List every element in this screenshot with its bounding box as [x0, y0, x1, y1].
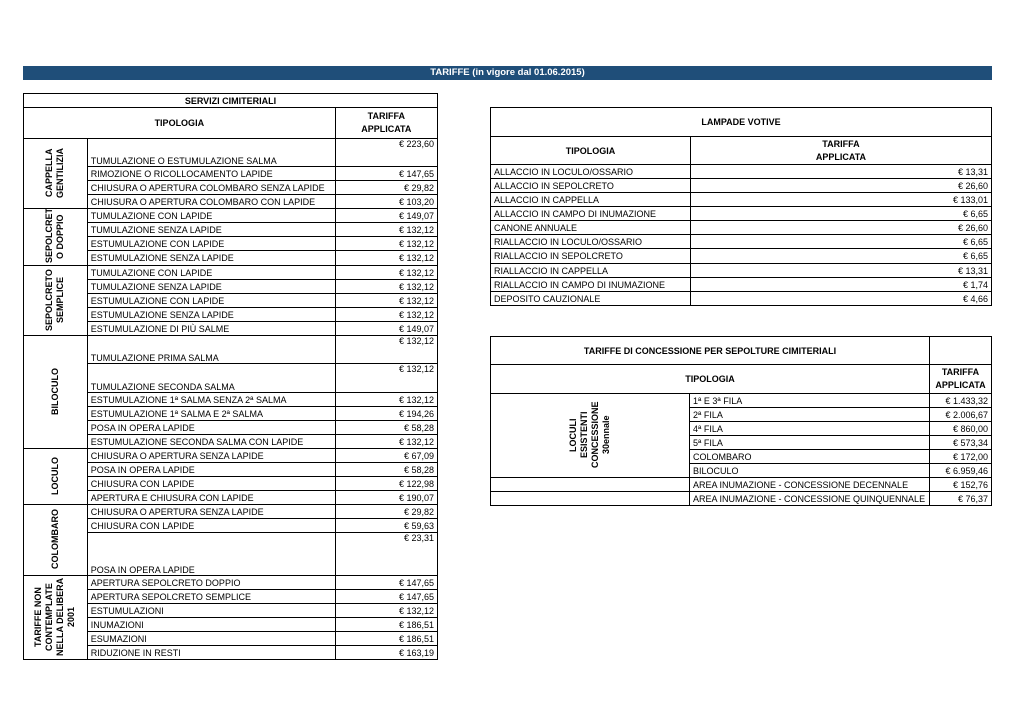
group-label: LOCULI ESISTENTI CONCESSIONE 30ennale	[568, 401, 612, 468]
service-price: € 58,28	[335, 421, 437, 435]
lampade-description: RIALLACCIO IN LOCULO/OSSARIO	[491, 235, 691, 249]
table-row	[24, 576, 438, 590]
group-label-cell	[24, 336, 88, 449]
group-label-cell	[24, 449, 88, 505]
group-label-cell	[24, 266, 88, 336]
service-price: € 186,51	[335, 618, 437, 632]
concessione-extra-price: € 76,37	[930, 492, 992, 506]
group-label-cell	[491, 394, 690, 478]
concessione-description: 1ª E 3ª FILA	[690, 394, 930, 408]
service-price: € 186,51	[335, 632, 437, 646]
service-description: INUMAZIONI	[87, 618, 335, 632]
service-price: € 122,98	[335, 477, 437, 491]
concessione-price: € 172,00	[930, 450, 992, 464]
servizi-cimiteriali-table	[23, 93, 438, 660]
concessione-description: BILOCULO	[690, 464, 930, 478]
concessione-price: € 2.006,67	[930, 408, 992, 422]
service-price: € 29,82	[335, 505, 437, 519]
lampade-col-tariffa	[690, 137, 991, 165]
service-description: TUMULAZIONE CON LAPIDE	[87, 266, 335, 280]
service-description: POSA IN OPERA LAPIDE	[87, 463, 335, 477]
concessione-extra-description: AREA INUMAZIONE - CONCESSIONE QUINQUENNALE	[690, 492, 930, 506]
table-row	[24, 139, 438, 167]
concessione-description: 5ª FILA	[690, 436, 930, 450]
lampade-description: ALLACCIO IN LOCULO/OSSARIO	[491, 165, 691, 179]
table-row	[491, 249, 992, 264]
service-description: TUMULAZIONE SENZA LAPIDE	[87, 280, 335, 294]
service-price: € 194,26	[335, 407, 437, 421]
servizi-title: SERVIZI CIMITERIALI	[24, 94, 438, 108]
table-row	[24, 336, 438, 364]
group-label-cell	[24, 139, 88, 209]
concessione-price: € 573,34	[930, 436, 992, 450]
group-label-cell	[24, 209, 88, 266]
service-description: RIMOZIONE O RICOLLOCAMENTO LAPIDE	[87, 167, 335, 181]
table-row	[491, 478, 992, 492]
service-price: € 132,12	[335, 336, 437, 364]
concessione-title-blank	[930, 337, 992, 365]
concessione-price: € 1.433,32	[930, 394, 992, 408]
table-row	[491, 179, 992, 193]
service-description: APERTURA E CHIUSURA CON LAPIDE	[87, 491, 335, 505]
lampade-price: € 6,65	[690, 235, 991, 249]
service-description: ESTUMULAZIONE SECONDA SALMA CON LAPIDE	[87, 435, 335, 449]
lampade-price: € 6,65	[690, 207, 991, 221]
service-price: € 132,12	[335, 237, 437, 251]
service-description: TUMULAZIONE O ESTUMULAZIONE SALMA	[87, 139, 335, 167]
service-description: POSA IN OPERA LAPIDE	[87, 533, 335, 576]
service-price: € 58,28	[335, 463, 437, 477]
concessione-col-tipologia: TIPOLOGIA	[491, 365, 930, 394]
lampade-price: € 6,65	[690, 249, 991, 264]
concessione-title: TARIFFE DI CONCESSIONE PER SEPOLTURE CIMITERIALI	[491, 337, 930, 365]
service-description: ESTUMULAZIONE SENZA LAPIDE	[87, 308, 335, 322]
page-banner: TARIFFE (in vigore dal 01.06.2015)	[23, 66, 992, 80]
service-description: TUMULAZIONE CON LAPIDE	[87, 209, 335, 223]
service-description: CHIUSURA CON LAPIDE	[87, 519, 335, 533]
lampade-col-tariffa-line2: APPLICATA	[815, 151, 867, 162]
group-label: CAPPELLA GENTILIZIA	[44, 147, 66, 198]
service-description: CHIUSURA O APERTURA COLOMBARO SENZA LAPIDE	[87, 181, 335, 195]
table-row	[491, 292, 992, 306]
table-row	[491, 278, 992, 292]
service-description: CHIUSURA CON LAPIDE	[87, 477, 335, 491]
lampade-description: RIALLACCIO IN CAPPELLA	[491, 264, 691, 278]
service-price: € 132,12	[335, 280, 437, 294]
group-label: SEPOLCRET O DOPPIO	[44, 207, 66, 263]
service-description: ESTUMULAZIONE CON LAPIDE	[87, 237, 335, 251]
service-price: € 132,12	[335, 435, 437, 449]
service-description: ESTUMULAZIONI	[87, 604, 335, 618]
concessione-price: € 6.959,46	[930, 464, 992, 478]
lampade-description: ALLACCIO IN CAMPO DI INUMAZIONE	[491, 207, 691, 221]
group-label-cell	[24, 576, 88, 660]
service-description: CHIUSURA O APERTURA SENZA LAPIDE	[87, 505, 335, 519]
table-row	[491, 165, 992, 179]
lampade-price: € 26,60	[690, 221, 991, 235]
lampade-description: RIALLACCIO IN CAMPO DI INUMAZIONE	[491, 278, 691, 292]
concessione-description: 2ª FILA	[690, 408, 930, 422]
concessione-extra-blank	[491, 492, 690, 506]
service-description: ESTUMULAZIONE 1ª SALMA E 2ª SALMA	[87, 407, 335, 421]
group-label-cell	[24, 505, 88, 576]
table-row	[491, 394, 992, 408]
service-price: € 67,09	[335, 449, 437, 463]
group-label: LOCULO	[49, 456, 60, 495]
service-price: € 132,12	[335, 604, 437, 618]
lampade-price: € 13,31	[690, 264, 991, 278]
service-price: € 29,82	[335, 181, 437, 195]
service-price: € 190,07	[335, 491, 437, 505]
service-price: € 132,12	[335, 393, 437, 407]
lampade-price: € 13,31	[690, 165, 991, 179]
concessione-description: 4ª FILA	[690, 422, 930, 436]
group-label: TARIFFE NON CONTEMPLATE NELLA DELIBERA 2001	[33, 577, 77, 656]
table-row	[491, 207, 992, 221]
service-price: € 147,65	[335, 576, 437, 590]
service-price: € 163,19	[335, 646, 437, 660]
lampade-description: RIALLACCIO IN SEPOLCRETO	[491, 249, 691, 264]
concessione-description: COLOMBARO	[690, 450, 930, 464]
servizi-col-tipologia: TIPOLOGIA	[24, 108, 336, 139]
lampade-description: ALLACCIO IN SEPOLCRETO	[491, 179, 691, 193]
table-row	[491, 235, 992, 249]
service-description: ESTUMULAZIONE DI PIÙ SALME	[87, 322, 335, 336]
service-price: € 23,31	[335, 533, 437, 576]
group-label: COLOMBARO	[49, 509, 60, 569]
service-price: € 132,12	[335, 364, 437, 393]
service-description: APERTURA SEPOLCRETO SEMPLICE	[87, 590, 335, 604]
concessione-table	[490, 336, 992, 506]
lampade-col-tipologia: TIPOLOGIA	[491, 137, 691, 165]
lampade-price: € 133,01	[690, 193, 991, 207]
concessione-extra-blank	[491, 478, 690, 492]
lampade-description: ALLACCIO IN CAPPELLA	[491, 193, 691, 207]
service-description: APERTURA SEPOLCRETO DOPPIO	[87, 576, 335, 590]
lampade-votive-table	[490, 107, 992, 306]
service-description: CHIUSURA O APERTURA SENZA LAPIDE	[87, 449, 335, 463]
lampade-price: € 4,66	[690, 292, 991, 306]
servizi-col-tariffa-line2: APPLICATA	[361, 124, 412, 134]
service-price: € 149,07	[335, 322, 437, 336]
group-label: SEPOLCRETO SEMPLICE	[44, 268, 66, 331]
service-description: ESTUMULAZIONE SENZA LAPIDE	[87, 251, 335, 266]
lampade-description: CANONE ANNUALE	[491, 221, 691, 235]
table-row	[24, 266, 438, 280]
lampade-title: LAMPADE VOTIVE	[491, 108, 992, 137]
concessione-price: € 860,00	[930, 422, 992, 436]
service-price: € 147,65	[335, 167, 437, 181]
servizi-col-tariffa	[335, 108, 437, 139]
concessione-col-tariffa-line2: APPLICATA	[935, 380, 986, 390]
lampade-description: DEPOSITO CAUZIONALE	[491, 292, 691, 306]
service-description: POSA IN OPERA LAPIDE	[87, 421, 335, 435]
service-description: TUMULAZIONE SENZA LAPIDE	[87, 223, 335, 237]
service-description: TUMULAZIONE PRIMA SALMA	[87, 336, 335, 364]
table-row	[24, 449, 438, 463]
service-description: RIDUZIONE IN RESTI	[87, 646, 335, 660]
servizi-col-tariffa-line1: TARIFFA	[367, 111, 405, 121]
table-row	[24, 209, 438, 223]
service-price: € 132,12	[335, 223, 437, 237]
service-price: € 132,12	[335, 266, 437, 280]
service-price: € 149,07	[335, 209, 437, 223]
service-price: € 132,12	[335, 294, 437, 308]
concessione-extra-description: AREA INUMAZIONE - CONCESSIONE DECENNALE	[690, 478, 930, 492]
service-price: € 103,20	[335, 195, 437, 209]
service-price: € 132,12	[335, 251, 437, 266]
service-price: € 59,63	[335, 519, 437, 533]
concessione-extra-price: € 152,76	[930, 478, 992, 492]
service-description: ESUMAZIONI	[87, 632, 335, 646]
group-label: BILOCULO	[49, 367, 60, 415]
table-row	[491, 221, 992, 235]
lampade-col-tariffa-line1: TARIFFA	[822, 138, 860, 149]
concessione-col-tariffa-line1: TARIFFA	[941, 367, 980, 377]
lampade-price: € 1,74	[690, 278, 991, 292]
table-row	[24, 505, 438, 519]
service-price: € 223,60	[335, 139, 437, 167]
table-row	[491, 492, 992, 506]
service-description: ESTUMULAZIONE 1ª SALMA SENZA 2ª SALMA	[87, 393, 335, 407]
service-price: € 147,65	[335, 590, 437, 604]
table-row	[491, 264, 992, 278]
table-row	[491, 193, 992, 207]
concessione-col-tariffa	[930, 365, 992, 394]
lampade-price: € 26,60	[690, 179, 991, 193]
service-price: € 132,12	[335, 308, 437, 322]
service-description: TUMULAZIONE SECONDA SALMA	[87, 364, 335, 393]
service-description: CHIUSURA O APERTURA COLOMBARO CON LAPIDE	[87, 195, 335, 209]
service-description: ESTUMULAZIONE CON LAPIDE	[87, 294, 335, 308]
